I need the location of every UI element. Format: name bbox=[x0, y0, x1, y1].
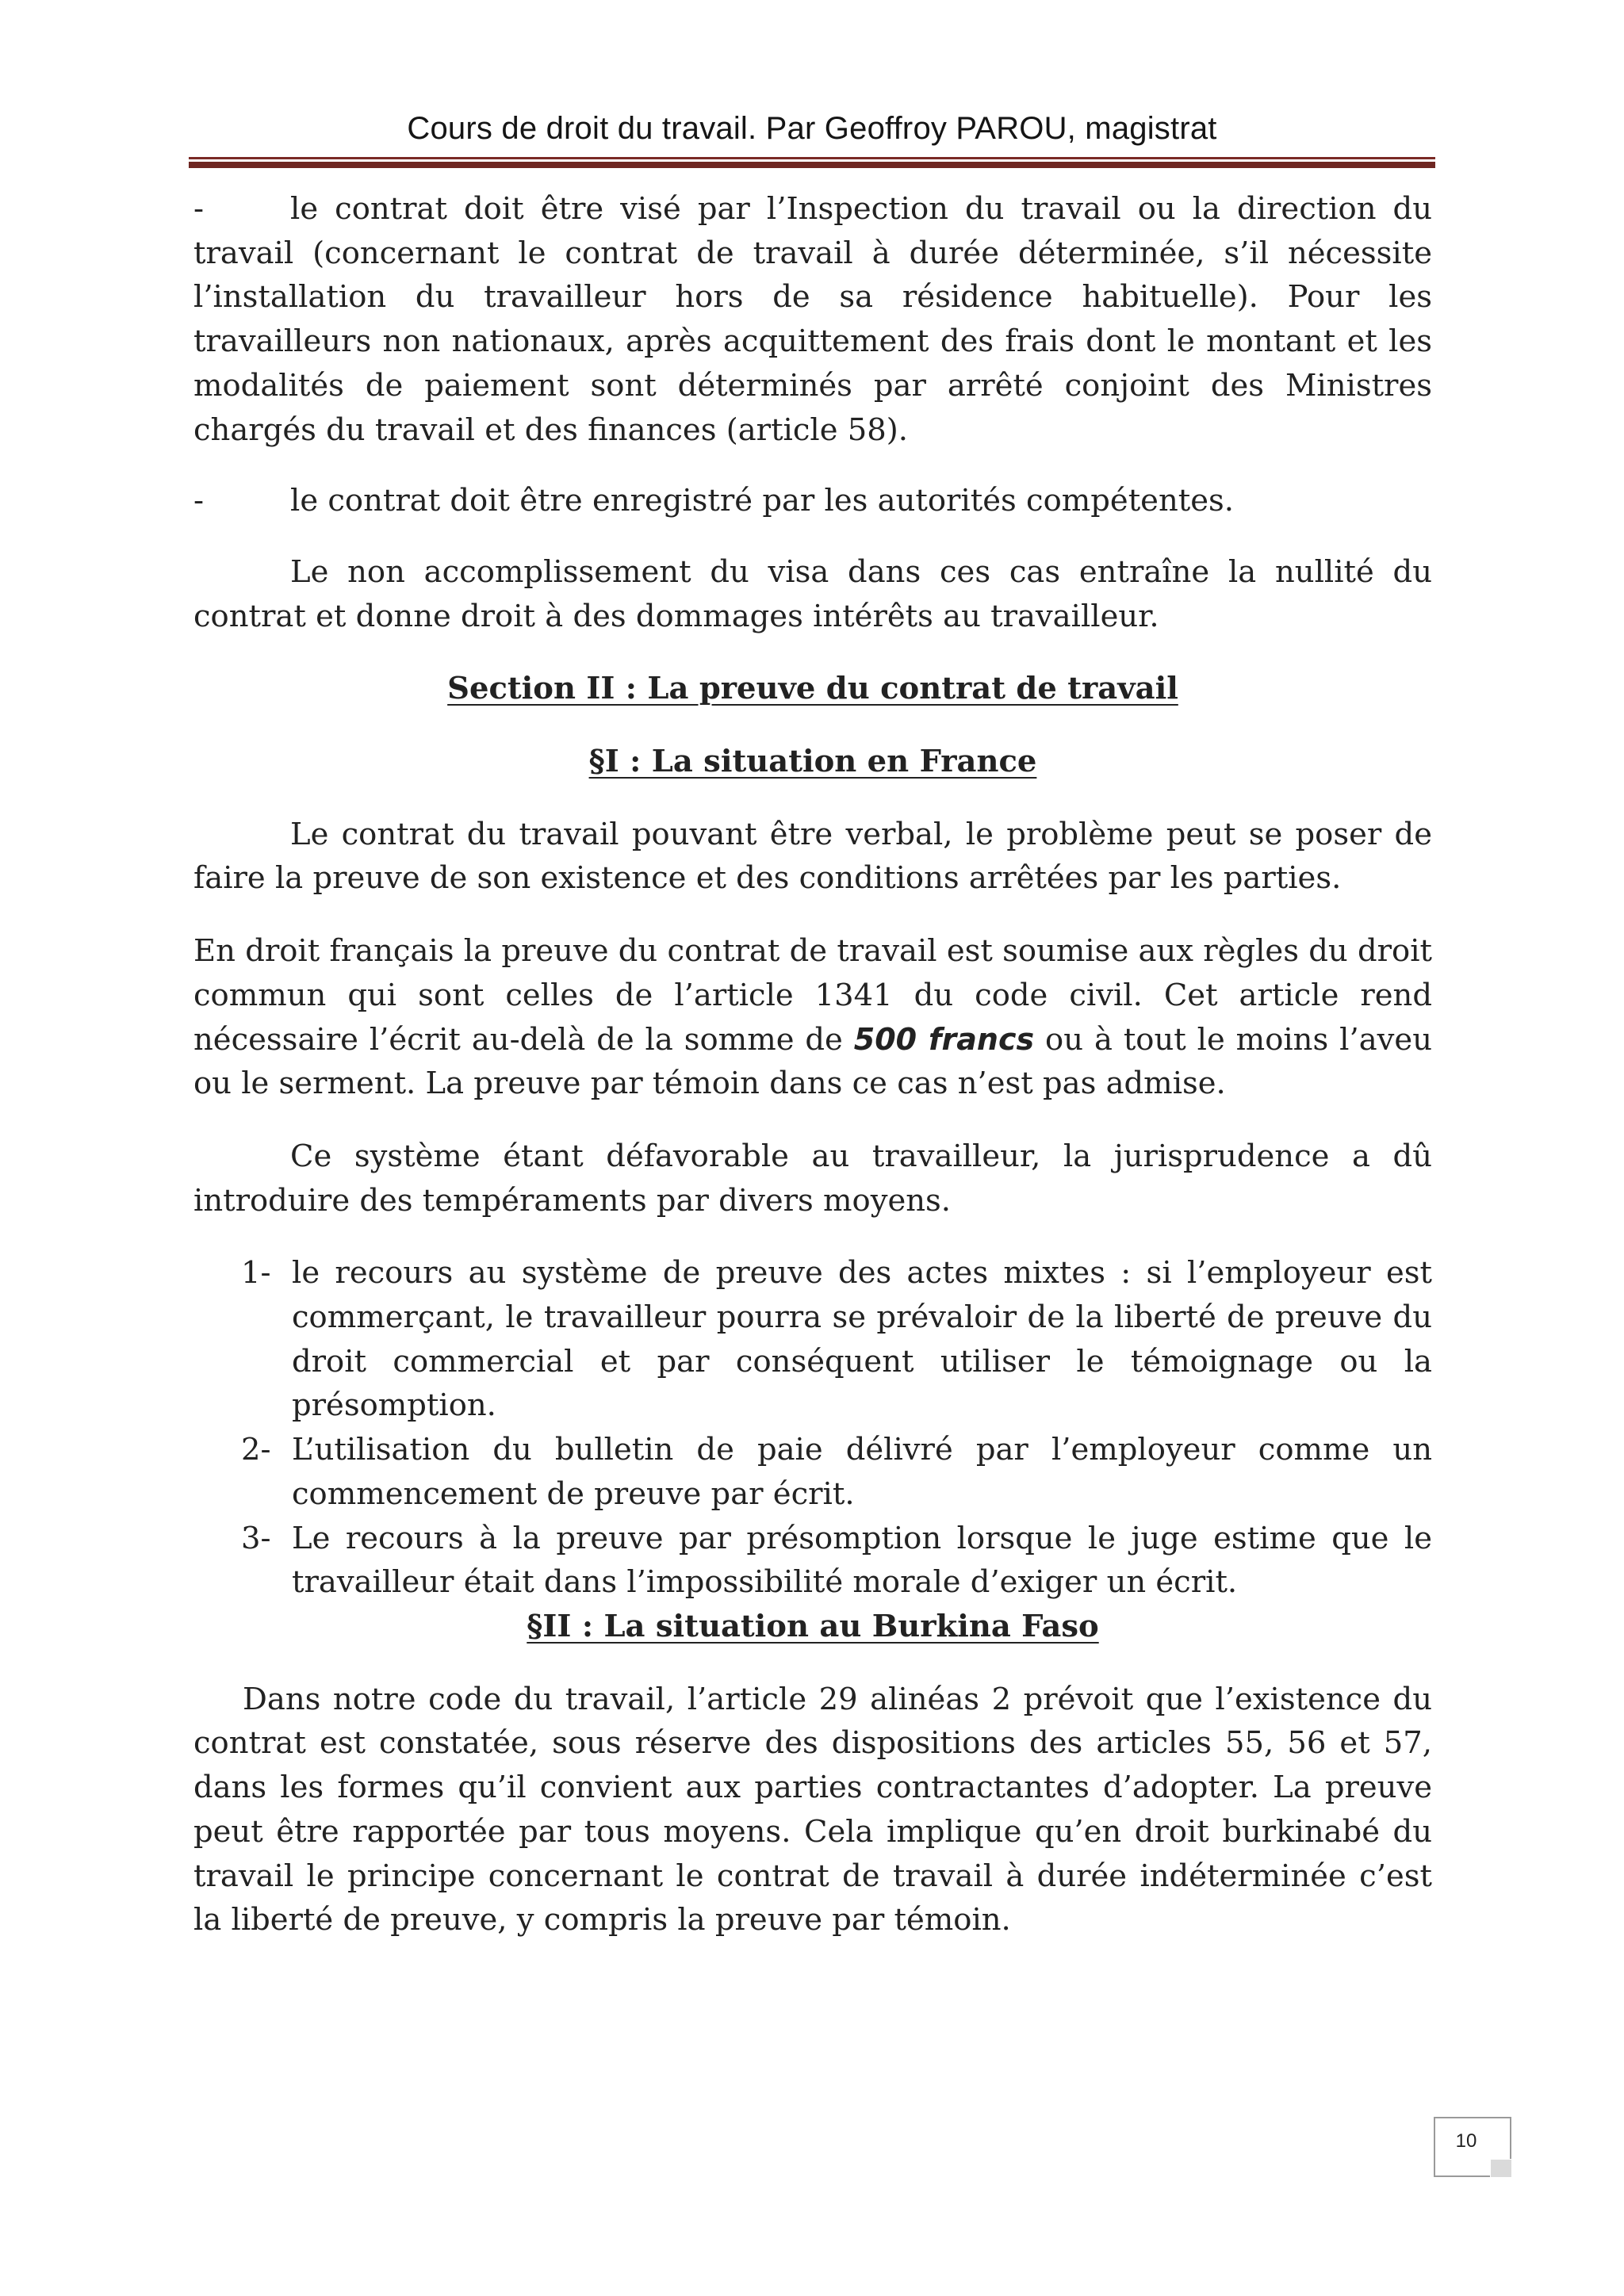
bullet-text: le contrat doit être visé par l’Inspection du travail ou la direction du travail (concernant le contrat de travail à durée déterminée, s’il nécessite l’installation du travailleur hors de sa résidence habituelle). Pour les travailleurs non nationaux, après acquittement des frais dont le montant et les modalités de paiement sont déterminés par arrêté conjoint des Ministres chargés du travail et des finances (article 58). bbox=[193, 191, 1432, 448]
list-item bbox=[193, 1428, 1432, 1516]
header-rule bbox=[189, 157, 1435, 159]
bullet-item-visa bbox=[193, 187, 1432, 452]
list-number: 3- bbox=[241, 1520, 271, 1556]
list-item-text: Le recours à la preuve par présomption lorsque le juge estime que le travailleur était dans l’impossibilité morale d’exiger un écrit. bbox=[292, 1520, 1432, 1601]
numbered-list bbox=[193, 1251, 1432, 1605]
subsection-heading-france: §I : La situation en France bbox=[588, 744, 1037, 780]
paragraph-text: En droit français la preuve du contrat de travail est soumise aux règles du droit commun qui sont celles de l’article 1341 du code civil. Cet article rend nécessaire l’écrit au-delà de la somme de bbox=[193, 933, 1432, 1058]
document-body bbox=[193, 187, 1432, 1942]
paragraph-text: ou à tout le moins l’aveu ou le serment. La preuve par témoin dans ce cas n’est pas admise. bbox=[193, 1021, 1432, 1102]
list-item bbox=[193, 1517, 1432, 1605]
list-item-text: L’utilisation du bulletin de paie délivré par l’employeur comme un commencement de preuve par écrit. bbox=[292, 1432, 1432, 1512]
list-item bbox=[193, 1251, 1432, 1428]
bullet-marker: - bbox=[193, 483, 205, 519]
page-number-box bbox=[1434, 2117, 1511, 2177]
paragraph-burkina: Dans notre code du travail, l’article 29 alinéas 2 prévoit que l’existence du contrat est constatée, sous réserve des dispositions des articles 55, 56 et 57, dans les formes qu’il convient aux parties contractantes d’adopter. La preuve peut être rapportée par tous moyens. Cela implique qu’en droit burkinabé du travail le principe concernant le contrat de travail à durée indéterminée c’est la liberté de preuve, y compris la preuve par témoin. bbox=[193, 1681, 1432, 1938]
list-number: 1- bbox=[241, 1255, 271, 1292]
list-number: 2- bbox=[241, 1432, 271, 1468]
bullet-text: le contrat doit être enregistré par les autorités compétentes. bbox=[290, 483, 1235, 519]
paragraph-nullite: Le non accomplissement du visa dans ces cas entraîne la nullité du contrat et donne droit à des dommages intérêts au travailleur. bbox=[193, 553, 1432, 634]
list-item-text: le recours au système de preuve des actes mixtes : si l’employeur est commerçant, le travailleur pourra se prévaloir de la liberté de preuve du droit commercial et par conséquent utiliser le témoignage ou la présomption. bbox=[292, 1255, 1432, 1424]
page-header-title: Cours de droit du travail. Par Geoffroy PAROU, magistrat bbox=[407, 111, 1217, 146]
bullet-item-enregistrement bbox=[193, 479, 1432, 523]
page-curl-shadow bbox=[1491, 2160, 1511, 2177]
subsection-heading-burkina: §II : La situation au Burkina Faso bbox=[527, 1608, 1099, 1644]
page-number: 10 bbox=[1455, 2130, 1477, 2152]
emphasis-amount: 500 francs bbox=[853, 1021, 1035, 1057]
section-heading: Section II : La preuve du contrat de travail bbox=[447, 671, 1178, 707]
bullet-marker: - bbox=[193, 191, 205, 227]
header-rule-thick bbox=[189, 162, 1435, 168]
paragraph-droit-francais bbox=[193, 929, 1432, 1106]
paragraph-systeme: Ce système étant défavorable au travailleur, la jurisprudence a dû introduire des tempéraments par divers moyens. bbox=[193, 1138, 1432, 1219]
paragraph-contrat-verbal: Le contrat du travail pouvant être verbal, le problème peut se poser de faire la preuve de son existence et des conditions arrêtées par les parties. bbox=[193, 816, 1432, 897]
